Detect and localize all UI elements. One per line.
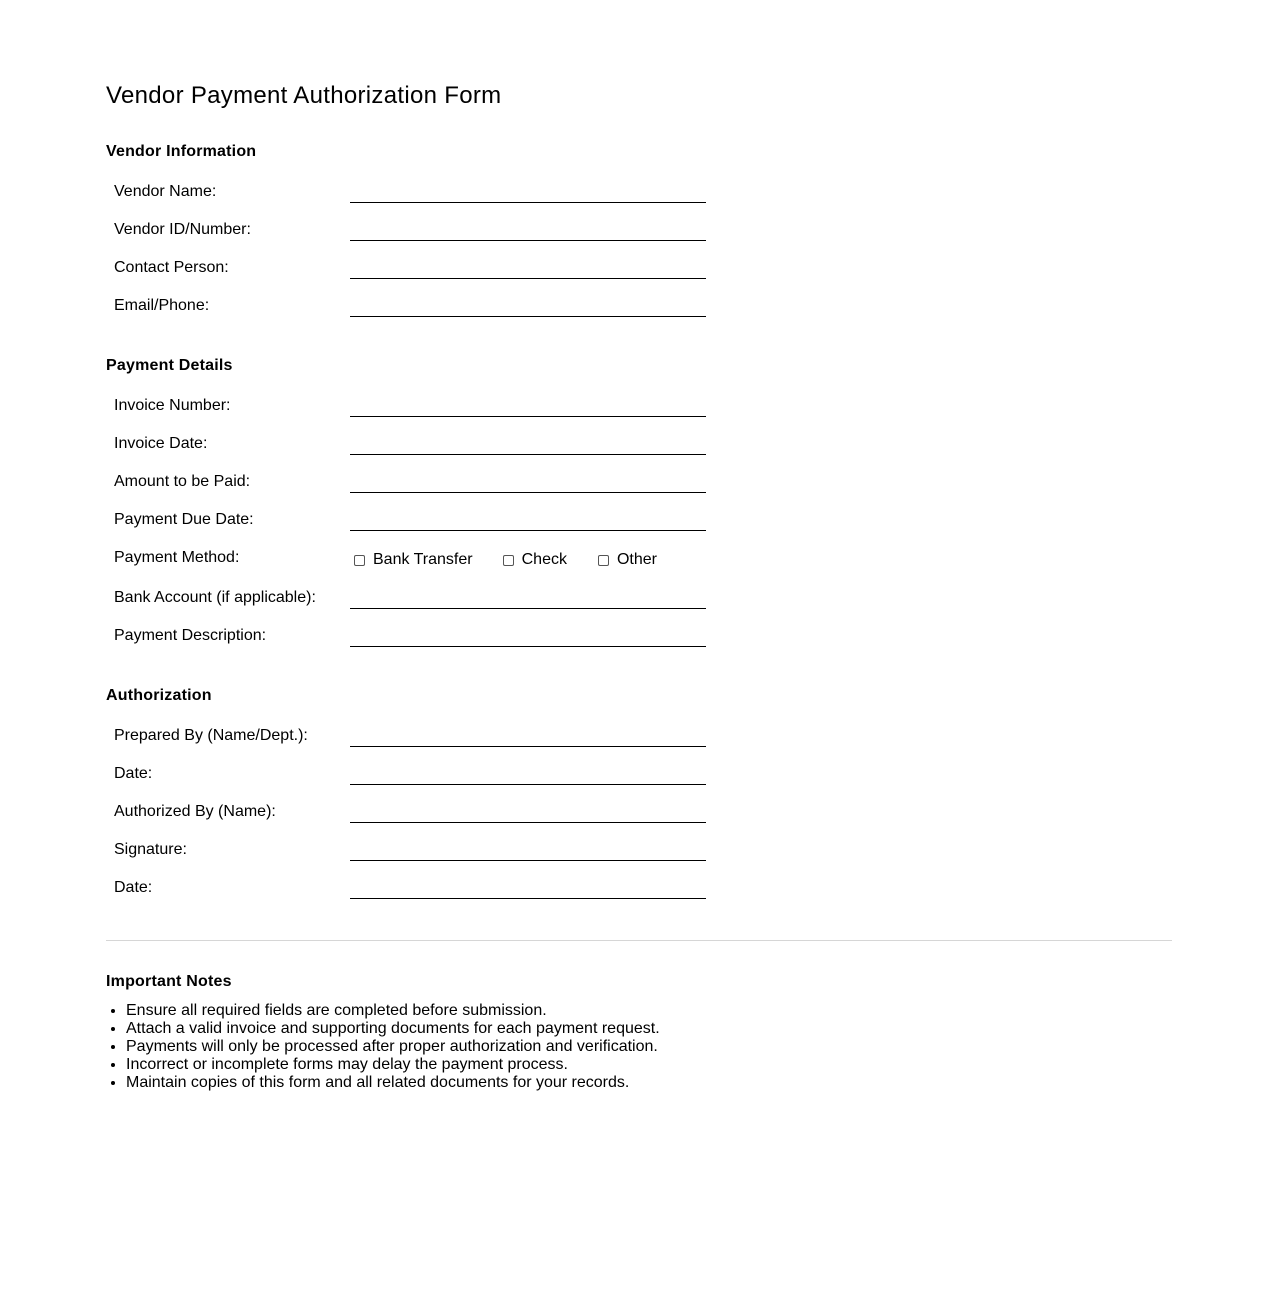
payment-due-date-row xyxy=(106,510,726,548)
vendor-name-field[interactable] xyxy=(350,202,706,203)
section-heading-important-notes: Important Notes xyxy=(106,973,232,990)
list-item: • Maintain copies of this form and all related documents for your records. xyxy=(126,1074,1006,1092)
prepared-date-field[interactable] xyxy=(350,784,706,785)
contact-person-row xyxy=(106,258,726,296)
prepared-by-row xyxy=(106,726,726,764)
authorized-by-field[interactable] xyxy=(350,822,706,823)
payment-details-section xyxy=(106,356,726,664)
check-checkbox[interactable] xyxy=(503,555,514,566)
section-heading-authorization: Authorization xyxy=(106,687,212,704)
signature-field[interactable] xyxy=(350,860,706,861)
invoice-date-label: Invoice Date: xyxy=(114,435,208,452)
section-heading-payment-details: Payment Details xyxy=(106,357,233,374)
bank-transfer-checkbox[interactable] xyxy=(354,555,365,566)
vendor-id-label: Vendor ID/Number: xyxy=(114,221,251,238)
other-label: Other xyxy=(616,551,657,568)
list-item: • Incorrect or incomplete forms may delay the payment process. xyxy=(126,1056,1006,1074)
bank-account-label: Bank Account (if applicable): xyxy=(114,589,316,606)
bank-transfer-label: Bank Transfer xyxy=(373,551,473,568)
prepared-by-field[interactable] xyxy=(350,746,706,747)
notes-list xyxy=(106,1002,1006,1092)
payment-description-row xyxy=(106,626,726,664)
list-item: • Ensure all required fields are completed before submission. xyxy=(126,1002,1006,1020)
vendor-id-field[interactable] xyxy=(350,240,706,241)
vendor-information-section xyxy=(106,142,726,334)
payment-due-date-label: Payment Due Date: xyxy=(114,511,254,528)
bank-account-row xyxy=(106,588,726,626)
prepared-by-label: Prepared By (Name/Dept.): xyxy=(114,727,308,744)
invoice-number-field[interactable] xyxy=(350,416,706,417)
signature-label: Signature: xyxy=(114,841,187,858)
amount-field[interactable] xyxy=(350,492,706,493)
payment-method-row xyxy=(106,548,726,588)
signature-row xyxy=(106,840,726,878)
amount-row xyxy=(106,472,726,510)
list-item: • Payments will only be processed after proper authorization and verification. xyxy=(126,1038,1006,1056)
invoice-date-row xyxy=(106,434,726,472)
invoice-number-row xyxy=(106,396,726,434)
authorized-date-row xyxy=(106,878,726,916)
email-phone-row xyxy=(106,296,726,334)
email-phone-field[interactable] xyxy=(350,316,706,317)
prepared-date-label: Date: xyxy=(114,765,153,782)
vendor-name-row xyxy=(106,182,726,220)
amount-label: Amount to be Paid: xyxy=(114,473,251,490)
page-title: Vendor Payment Authorization Form xyxy=(106,82,502,109)
contact-person-field[interactable] xyxy=(350,278,706,279)
section-divider xyxy=(106,940,1172,941)
payment-description-label: Payment Description: xyxy=(114,627,267,644)
authorized-by-row xyxy=(106,802,726,840)
option-other[interactable] xyxy=(598,550,657,570)
vendor-name-label: Vendor Name: xyxy=(114,183,217,200)
vendor-id-row xyxy=(106,220,726,258)
other-checkbox[interactable] xyxy=(598,555,609,566)
authorized-date-label: Date: xyxy=(114,879,153,896)
important-notes-section xyxy=(106,972,1006,1092)
option-bank-transfer[interactable] xyxy=(354,550,473,570)
contact-person-label: Contact Person: xyxy=(114,259,229,276)
authorization-section xyxy=(106,686,726,916)
prepared-date-row xyxy=(106,764,726,802)
invoice-date-field[interactable] xyxy=(350,454,706,455)
invoice-number-label: Invoice Number: xyxy=(114,397,231,414)
payment-method-options xyxy=(354,550,657,570)
email-phone-label: Email/Phone: xyxy=(114,297,210,314)
payment-due-date-field[interactable] xyxy=(350,530,706,531)
authorized-date-field[interactable] xyxy=(350,898,706,899)
list-item: • Attach a valid invoice and supporting documents for each payment request. xyxy=(126,1020,1006,1038)
option-check[interactable] xyxy=(503,550,567,570)
authorized-by-label: Authorized By (Name): xyxy=(114,803,276,820)
section-heading-vendor-information: Vendor Information xyxy=(106,143,257,160)
payment-method-label: Payment Method: xyxy=(114,549,240,566)
payment-description-field[interactable] xyxy=(350,646,706,647)
bank-account-field[interactable] xyxy=(350,608,706,609)
check-label: Check xyxy=(521,551,567,568)
